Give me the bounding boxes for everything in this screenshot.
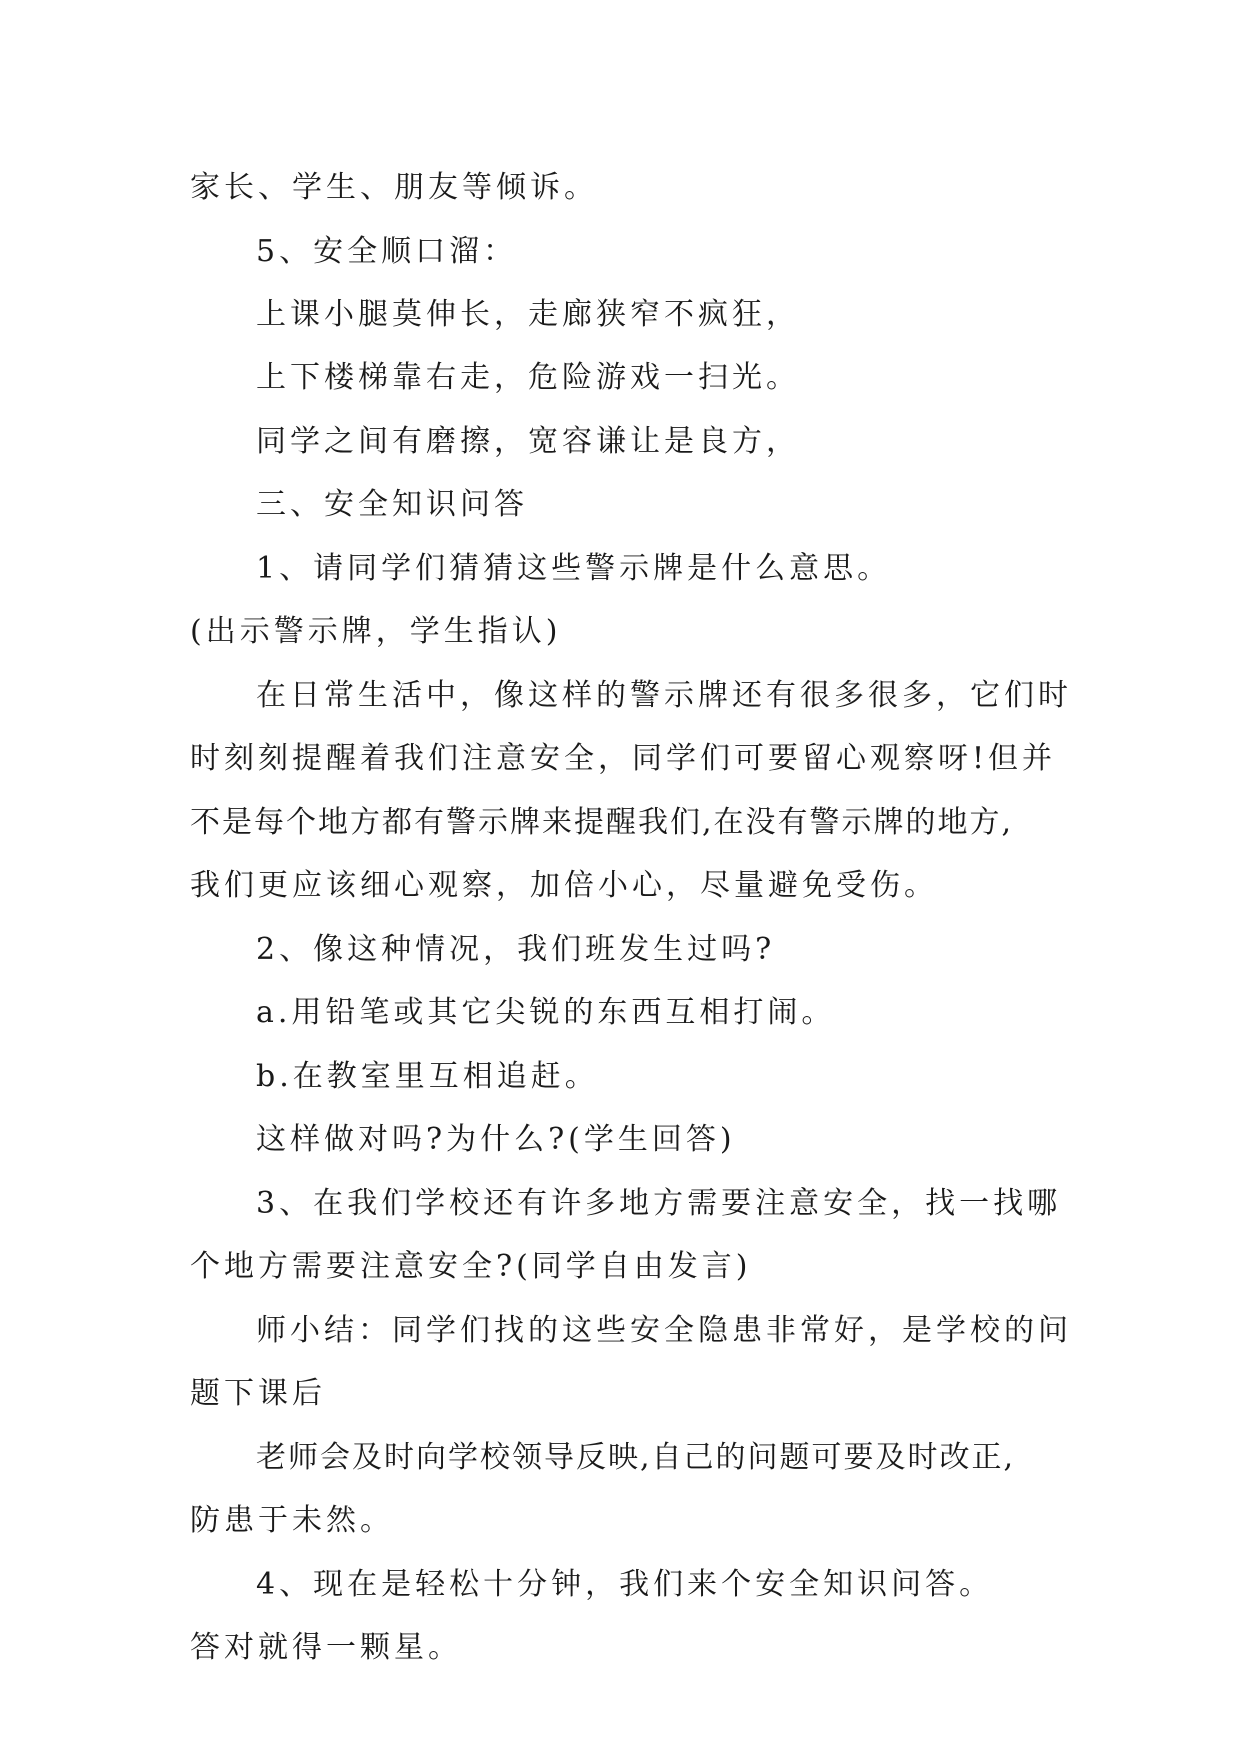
paragraph-line: 答对就得一颗星。 xyxy=(190,1630,462,1665)
paragraph-line: 4、现在是轻松十分钟，我们来个安全知识问答。 xyxy=(256,1567,994,1602)
paragraph-line: 不是每个地方都有警示牌来提醒我们,在没有警示牌的地方, xyxy=(190,805,1014,840)
paragraph-line: 题下课后 xyxy=(190,1376,326,1411)
paragraph-line: 3、在我们学校还有许多地方需要注意安全，找一找哪 xyxy=(256,1186,1062,1221)
paragraph-line: 同学之间有磨擦，宽容谦让是良方， xyxy=(256,424,800,459)
paragraph-line: 这样做对吗?为什么?(学生回答) xyxy=(256,1122,736,1157)
paragraph-line: a.用铅笔或其它尖锐的东西互相打闹。 xyxy=(256,995,836,1030)
paragraph-line: 上下楼梯靠右走，危险游戏一扫光。 xyxy=(256,360,800,395)
paragraph-line: 老师会及时向学校领导反映,自己的问题可要及时改正, xyxy=(256,1440,1016,1475)
paragraph-line: b.在教室里互相追赶。 xyxy=(256,1059,599,1094)
paragraph-line: 1、请同学们猜猜这些警示牌是什么意思。 xyxy=(256,551,892,586)
paragraph-line: 师小结：同学们找的这些安全隐患非常好，是学校的问 xyxy=(256,1313,1072,1348)
paragraph-line: 家长、学生、朋友等倾诉。 xyxy=(190,170,598,205)
paragraph-line: 时刻刻提醒着我们注意安全，同学们可要留心观察呀!但并 xyxy=(190,741,1057,776)
paragraph-line: 上课小腿莫伸长，走廊狭窄不疯狂， xyxy=(256,297,800,332)
paragraph-line: 在日常生活中，像这样的警示牌还有很多很多，它们时 xyxy=(256,678,1072,713)
paragraph-line: 5、安全顺口溜： xyxy=(256,234,518,269)
paragraph-line: 个地方需要注意安全?(同学自由发言) xyxy=(190,1249,752,1284)
paragraph-line: (出示警示牌，学生指认) xyxy=(190,614,562,649)
paragraph-line: 防患于未然。 xyxy=(190,1503,394,1538)
section-heading: 三、安全知识问答 xyxy=(256,487,528,522)
paragraph-line: 我们更应该细心观察，加倍小心，尽量避免受伤。 xyxy=(190,868,938,903)
paragraph-line: 2、像这种情况，我们班发生过吗? xyxy=(256,932,776,967)
